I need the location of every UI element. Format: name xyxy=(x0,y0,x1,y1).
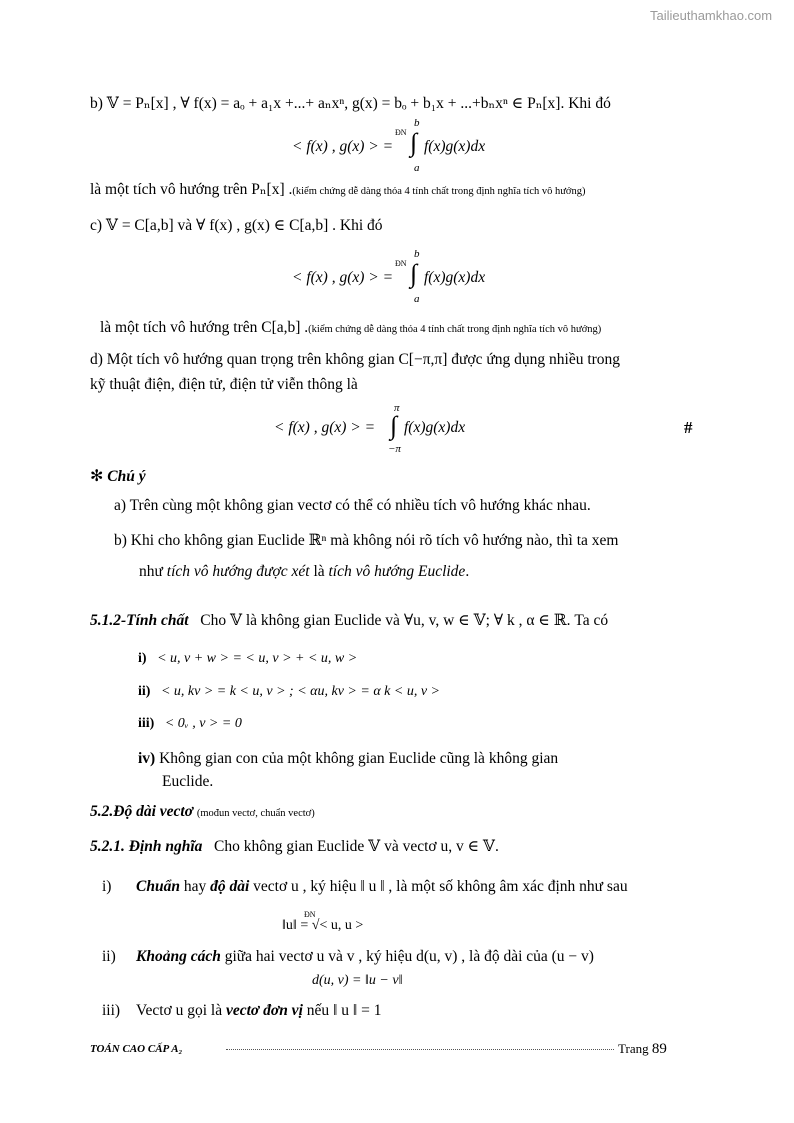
section-512-text: Cho 𝕍 là không gian Euclide và ∀u, v, w ∈ 𝕍; ∀ k , α ∈ ℝ. Ta có xyxy=(200,612,609,629)
term-chuan: Chuẩn xyxy=(136,878,180,895)
item-b-formula-right: f(x)g(x)dx xyxy=(424,138,486,155)
section-52-sub: (mođun vectơ, chuẩn vectơ) xyxy=(196,808,315,819)
footer-page xyxy=(618,1041,667,1058)
definition-i-dn: ĐN xyxy=(304,910,316,919)
watermark: Tailieuthamkhao.com xyxy=(650,8,773,23)
item-c-conclusion-text: là một tích vô hướng trên C[a,b] . xyxy=(100,319,309,336)
definition-i-label: i) xyxy=(102,878,112,895)
property-i-label: i) xyxy=(138,651,147,666)
section-521-text: Cho không gian Euclide 𝕍 và vectơ u, v ∈ 𝕍. xyxy=(214,838,499,855)
property-iii-label: iii) xyxy=(138,716,155,731)
footer-page-label: Trang xyxy=(618,1041,649,1056)
item-b-conclusion xyxy=(90,180,585,199)
item-d-formula-right: f(x)g(x)dx xyxy=(404,419,466,436)
note-item-a: a) Trên cùng một không gian vectơ có thể có nhiều tích vô hướng khác nhau. xyxy=(114,497,591,514)
item-b-dn: ĐN xyxy=(395,128,407,137)
note-title: Chú ý xyxy=(107,468,146,485)
definition-i-text-1: hay xyxy=(183,878,207,895)
term-khoang-cach: Khoảng cách xyxy=(136,948,221,965)
definition-ii-label: ii) xyxy=(102,948,116,965)
item-b-formula-left: < f(x) , g(x) > = xyxy=(292,138,394,155)
section-512-heading-line xyxy=(90,611,608,630)
property-ii-text: < u, kv > = k < u, v > ; < αu, kv > = α k < u, v > xyxy=(160,684,440,699)
definition-ii-line xyxy=(136,948,594,966)
definition-i-text-2: vectơ u , ký hiệu ‖ u ‖ , là một số không âm xác định như sau xyxy=(253,878,628,895)
item-d-formula-left: < f(x) , g(x) > = xyxy=(274,419,376,436)
definition-iii-text-2: nếu ‖ u ‖ = 1 xyxy=(306,1002,382,1019)
integral-sign-d: ∫ xyxy=(390,411,398,440)
property-iv-line2: Euclide. xyxy=(162,773,214,790)
item-c-lower-limit: a xyxy=(414,293,420,305)
asterisk-icon: ✻ xyxy=(90,468,104,485)
note-item-b-line2 xyxy=(139,563,469,581)
property-iii xyxy=(138,716,242,732)
property-ii-label: ii) xyxy=(138,684,151,699)
norm-formula: ‖u‖ = √< u, u > xyxy=(282,918,364,933)
item-d-lower-limit: −π xyxy=(388,443,401,455)
note-b-text-3: . xyxy=(465,563,470,580)
definition-i-line xyxy=(136,878,628,896)
property-iv-text: Không gian con của một không gian Euclide cũng là không gian xyxy=(159,750,559,767)
item-c-dn: ĐN xyxy=(395,259,407,268)
item-c-formula-right: f(x)g(x)dx xyxy=(424,269,486,286)
definition-ii-text: giữa hai vectơ u và v , ký hiệu d(u, v) , là độ dài của (u − v) xyxy=(224,948,594,965)
property-iv-line1 xyxy=(138,750,558,768)
item-d-line1: d) Một tích vô hướng quan trọng trên không gian C[−π,π] được ứng dụng nhiều trong xyxy=(90,351,621,368)
end-mark: # xyxy=(684,418,693,437)
item-b-line: b) 𝕍 = Pₙ[x] , ∀ f(x) = aₒ + a₁x +...+ aₙxⁿ, g(x) = bₒ + b₁x + ...+bₙxⁿ ∈ Pₙ[x]. Khi đó xyxy=(90,95,611,112)
item-b-lower-limit: a xyxy=(414,162,420,174)
item-b-upper-limit: b xyxy=(414,117,420,129)
item-b-conclusion-text: là một tích vô hướng trên Pₙ[x] . xyxy=(90,181,293,198)
note-b-italic-1: tích vô hướng được xét xyxy=(166,563,310,580)
term-vecto-don-vi: vectơ đơn vị xyxy=(225,1002,303,1019)
distance-formula: d(u, v) = ‖u − v‖ xyxy=(312,973,403,988)
section-521-heading: 5.2.1. Định nghĩa xyxy=(90,838,203,855)
footer-page-number: 89 xyxy=(651,1041,667,1057)
section-521-heading-line xyxy=(90,837,499,856)
footer-dotted-leader xyxy=(226,1041,614,1050)
note-item-b-line1: b) Khi cho không gian Euclide ℝⁿ mà không nói rõ tích vô hướng nào, thì ta xem xyxy=(114,532,619,549)
property-ii xyxy=(138,684,440,700)
definition-iii-line xyxy=(136,1002,381,1020)
item-b-note: (kiểm chứng dễ dàng thỏa 4 tính chất trong định nghĩa tích vô hướng) xyxy=(292,186,586,197)
section-52-heading: 5.2.Độ dài vectơ xyxy=(90,803,194,820)
item-c-conclusion xyxy=(100,319,601,337)
note-b-italic-2: tích vô hướng Euclide xyxy=(328,563,466,580)
property-iii-text: < 0ᵥ , v > = 0 xyxy=(164,716,242,731)
property-i-text: < u, v + w > = < u, v > + < u, w > xyxy=(157,651,358,666)
item-c-formula-left: < f(x) , g(x) > = xyxy=(292,269,394,286)
section-512-heading: 5.1.2-Tính chất xyxy=(90,612,189,629)
item-d-line2: kỹ thuật điện, điện tử, điện tử viễn thông là xyxy=(90,376,358,393)
property-iv-label: iv) xyxy=(138,750,156,767)
note-b-text-2: là xyxy=(313,563,325,580)
item-c-line: c) 𝕍 = C[a,b] và ∀ f(x) , g(x) ∈ C[a,b] . Khi đó xyxy=(90,217,383,234)
note-b-text-1: như xyxy=(139,563,163,580)
definition-iii-text-1: Vectơ u gọi là xyxy=(136,1002,223,1019)
item-c-upper-limit: b xyxy=(414,248,420,260)
property-i xyxy=(138,651,357,667)
integral-sign-b: ∫ xyxy=(410,128,418,157)
footer-title: TOÁN CAO CẤP A₂ xyxy=(90,1043,183,1055)
term-do-dai: độ dài xyxy=(210,878,250,895)
section-52-heading-line xyxy=(90,803,315,821)
integral-sign-c: ∫ xyxy=(410,259,418,288)
definition-iii-label: iii) xyxy=(102,1002,121,1019)
note-heading xyxy=(90,466,146,486)
item-d-upper-limit: π xyxy=(394,402,400,414)
item-c-note: (kiểm chứng dễ dàng thỏa 4 tính chất trong định nghĩa tích vô hướng) xyxy=(308,324,602,335)
